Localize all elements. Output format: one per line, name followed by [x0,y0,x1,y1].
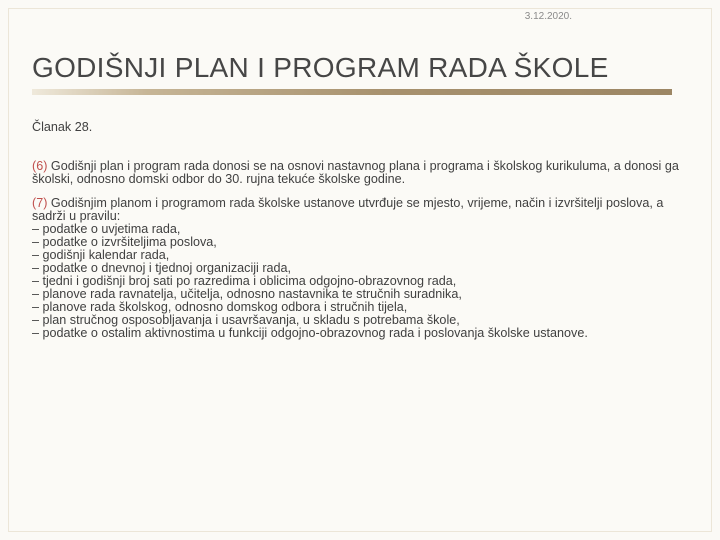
slide-body [32,121,697,351]
paragraph-6-number: (6) [32,159,48,173]
list-item: – plan stručnog osposobljavanja i usavršavanja, u skladu s potrebama škole, [32,313,460,327]
article-reference: Članak 28. [32,120,93,134]
list-item: – podatke o uvjetima rada, [32,222,181,236]
paragraph-7-intro [32,197,697,223]
list-item: – planove rada školskog, odnosno domskog odbora i stručnih tijela, [32,300,408,314]
list-item: – podatke o izvršiteljima poslova, [32,235,217,249]
paragraph-7 [32,197,697,340]
paragraph-6 [32,160,697,186]
list-item: – planove rada ravnatelja, učitelja, odnosno nastavnika te stručnih suradnika, [32,287,462,301]
list-item: – tjedni i godišnji broj sati po razredima i oblicima odgojno-obrazovnog rada, [32,274,457,288]
slide-date: 3.12.2020. [524,11,572,22]
list-item: – podatke o dnevnoj i tjednoj organizaciji rada, [32,261,292,275]
list-item: – podatke o ostalim aktivnostima u funkciji odgojno-obrazovnog rada i poslovanja školske ustanove. [32,326,588,340]
slide-title: GODIŠNJI PLAN I PROGRAM RADA ŠKOLE [32,52,609,83]
list-item: – godišnji kalendar rada, [32,248,170,262]
paragraph-6-text: Godišnji plan i program rada donosi se na osnovi nastavnog plana i programa i školskog kurikuluma, a donosi ga školski, odnosno domski odbor do 30. rujna tekuće školske godine. [32,159,679,186]
paragraph-7-number: (7) [32,196,48,210]
title-underline [32,89,672,95]
paragraph-7-text: Godišnjim planom i programom rada školske ustanove utvrđuje se mjesto, vrijeme, način i izvršitelji poslova, a sadrži u pravilu: [32,196,664,223]
